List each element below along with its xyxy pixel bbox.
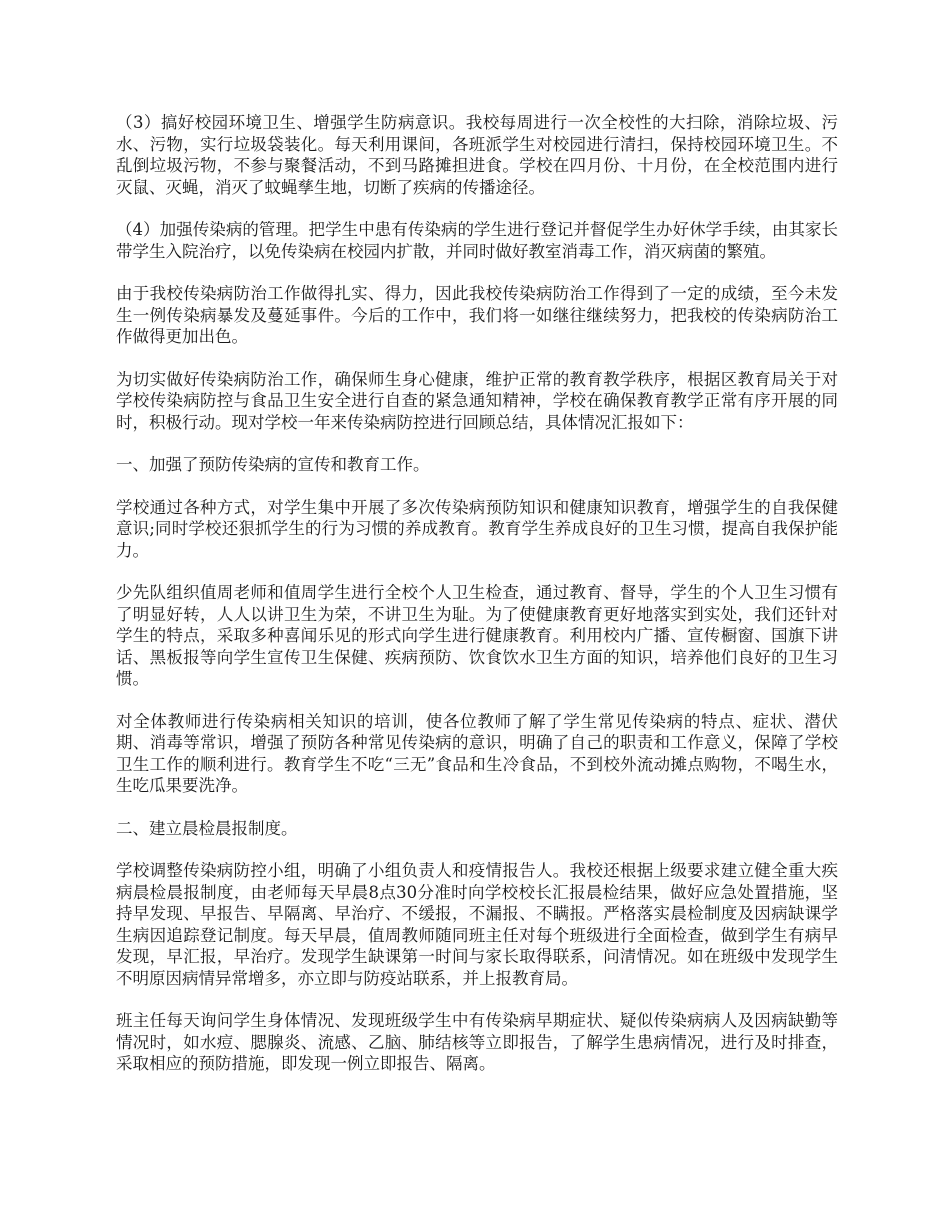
section-heading-publicity: 一、加强了预防传染病的宣传和教育工作。 — [116, 455, 430, 474]
paragraph-introduction: 为切实做好传染病防治工作，确保师生身心健康，维护正常的教育教学秩序，根据区教育局关于对学校传染病防控与食品卫生安全进行自查的紧急通知精神，学校在确保教育教学正常有序开展的同时，积极行动。现对学校一年来传染病防控进行回顾总结，具体情况汇报如下： — [116, 369, 838, 432]
section-heading-morning-check: 二、建立晨检晨报制度。 — [116, 818, 298, 838]
document-body — [116, 112, 838, 1096]
paragraph-class-teacher-reporting: 班主任每天询问学生身体情况、发现班级学生中有传染病早期症状、疑似传染病病人及因病缺勤等情况时，如水痘、腮腺炎、流感、乙脑、肺结核等立即报告，了解学生患病情况，进行及时排查，采取相应的预防措施，即发现一例立即报告、隔离。 — [116, 1011, 838, 1073]
paragraph-teacher-training: 对全体教师进行传染病相关知识的培训，使各位教师了解了学生常见传染病的特点、症状、潜伏期、消毒等常识，增强了预防各种常见传染病的意识，明确了自己的职责和工作意义，保障了学校卫生工作的顺利进行。教育学生不吃“三无”食品和生冷食品，不到校外流动摊点购物，不喝生水，生吃瓜果要洗净。 — [116, 711, 838, 795]
paragraph-morning-check-system: 学校调整传染病防控小组，明确了小组负责人和疫情报告人。我校还根据上级要求建立健全重大疾病晨检晨报制度，由老师每天早晨8点30分准时向学校校长汇报晨检结果，做好应急处置措施，坚持早发现、早报告、早隔离、早治疗、不缓报，不漏报、不瞒报。严格落实晨检制度及因病缺课学生病因追踪登记制度。每天早晨，值周教师随同班主任对每个班级进行全面检查，做到学生有病早发现，早汇报，早治疗。发现学生缺课第一时间与家长取得联系，问清情况。如在班级中发现学生不明原因病情异常增多，亦立即与防疫站联系，并上报教育局。 — [116, 861, 838, 988]
paragraph-environment-hygiene: （3）搞好校园环境卫生、增强学生防病意识。我校每周进行一次全校性的大扫除，消除垃圾、污水、污物，实行垃圾袋装化。每天利用课间，各班派学生对校园进行清扫，保持校园环境卫生。不乱倒垃圾污物，不参与聚餐活动，不到马路摊担进食。学校在四月份、十月份，在全校范围内进行灭鼠、灭蝇，消灭了蚊蝇孳生地，切断了疾病的传播途径。 — [116, 113, 838, 197]
paragraph-health-education: 学校通过各种方式，对学生集中开展了多次传染病预防知识和健康知识教育，增强学生的自我保健意识;同时学校还狠抓学生的行为习惯的养成教育。教育学生养成良好的卫生习惯，提高自我保护能力。 — [116, 497, 838, 560]
paragraph-hygiene-inspection: 少先队组织值周老师和值周学生进行全校个人卫生检查，通过教育、督导，学生的个人卫生习惯有了明显好转，人人以讲卫生为荣，不讲卫生为耻。为了使健康教育更好地落实到实处，我们还针对学生的特点，采取多种喜闻乐见的形式向学生进行健康教育。利用校内广播、宣传橱窗、国旗下讲话、黑板报等向学生宣传卫生保健、疾病预防、饮食饮水卫生方面的知识，培养他们良好的卫生习惯。 — [116, 583, 838, 688]
paragraph-disease-management: （4）加强传染病的管理。把学生中患有传染病的学生进行登记并督促学生办好休学手续，由其家长带学生入院治疗，以免传染病在校园内扩散，并同时做好教室消毒工作，消灭病菌的繁殖。 — [116, 220, 838, 261]
paragraph-results-summary: 由于我校传染病防治工作做得扎实、得力，因此我校传染病防治工作得到了一定的成绩，至今未发生一例传染病暴发及蔓延事件。今后的工作中，我们将一如继往继续努力，把我校的传染病防治工作做得更加出色。 — [116, 284, 838, 346]
